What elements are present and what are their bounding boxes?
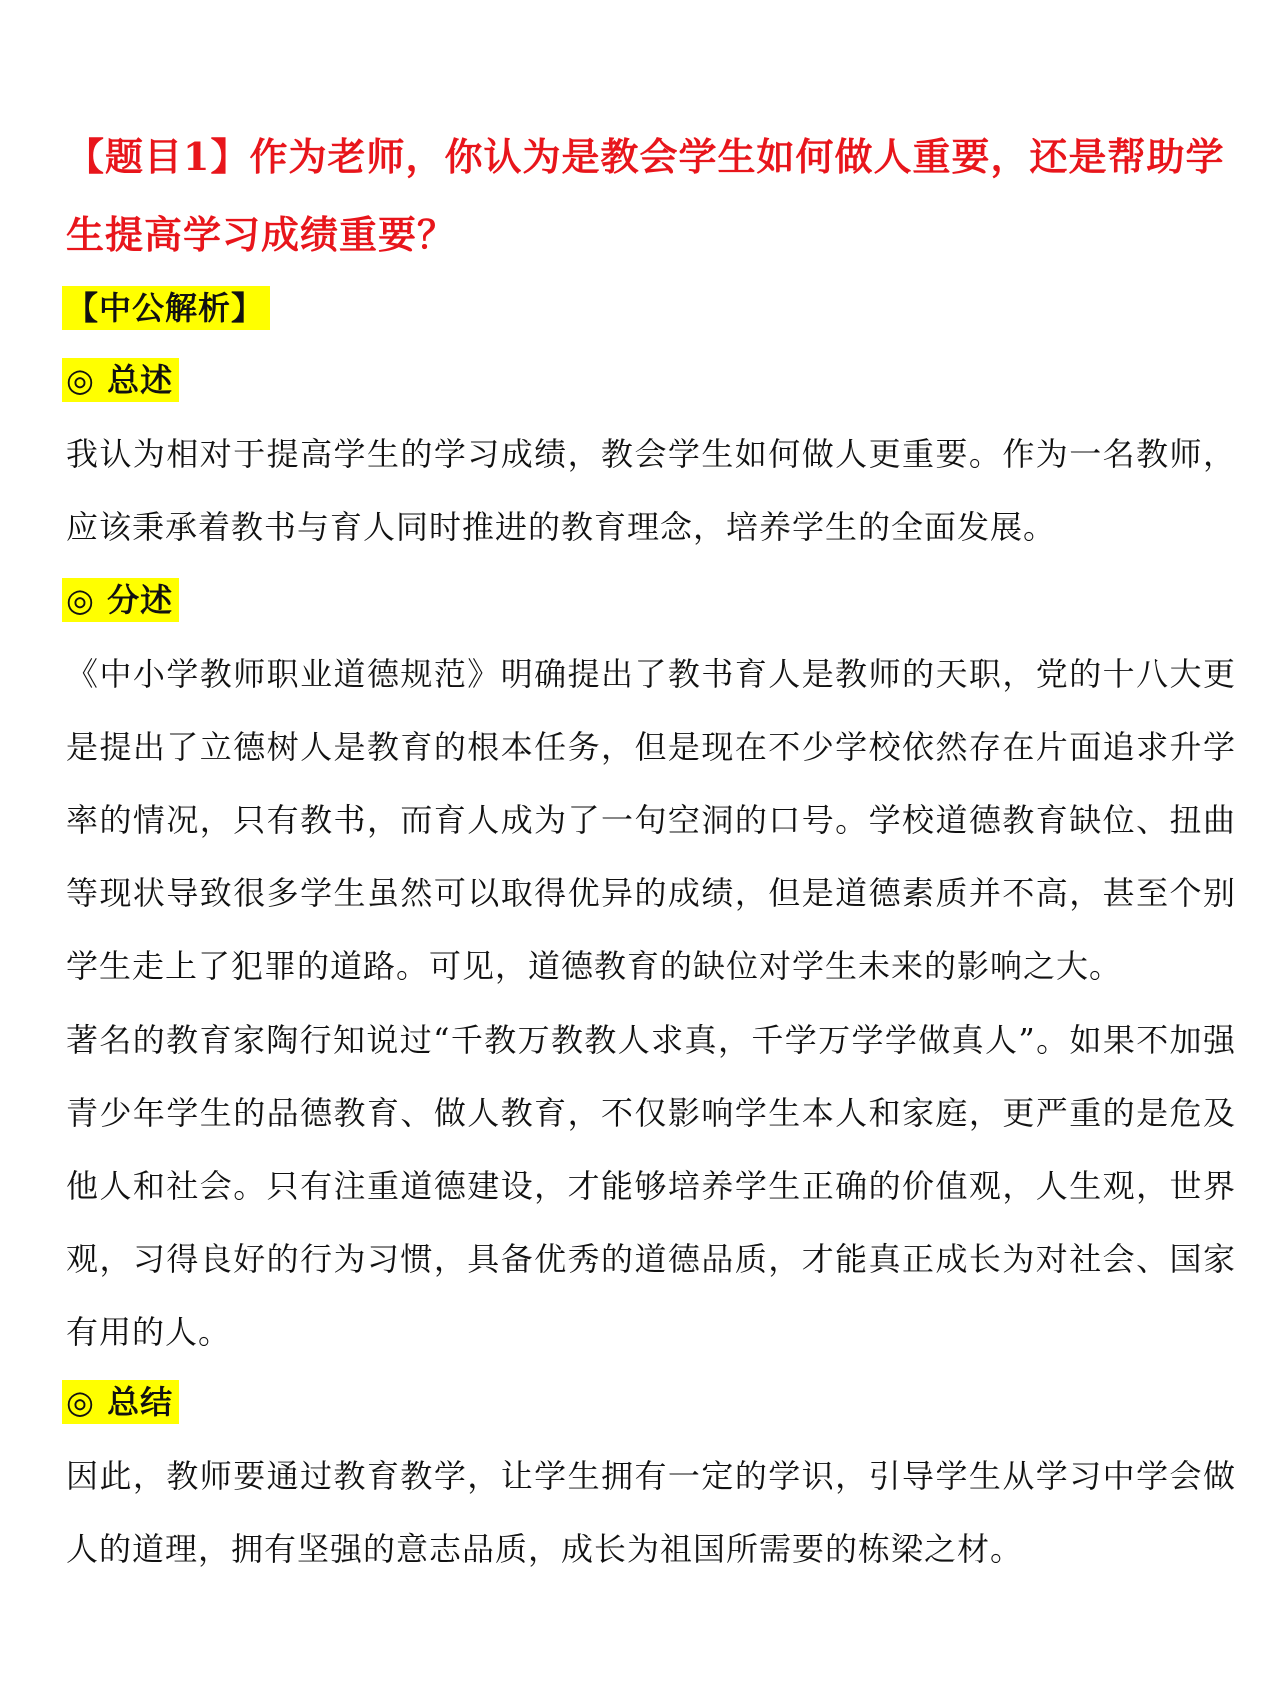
summary-paragraph: 因此，教师要通过教育教学，让学生拥有一定的学识，引导学生从学习中学会做人的道理，拥有坚强的意志品质，成长为祖国所需要的栋梁之材。	[66, 1457, 1236, 1568]
question-title: 【题目1】作为老师，你认为是教会学生如何做人重要，还是帮助学生提高学习成绩重要？	[66, 134, 1225, 257]
analysis-label: 【中公解析】	[62, 286, 270, 330]
summary-label: ◎ 总结	[62, 1380, 179, 1424]
details-label: ◎ 分述	[62, 578, 179, 622]
overview-paragraph: 我认为相对于提高学生的学习成绩，教会学生如何做人更重要。作为一名教师，应该秉承着教书与育人同时推进的教育理念，培养学生的全面发展。	[66, 435, 1236, 546]
details-paragraph-1: 《中小学教师职业道德规范》明确提出了教书育人是教师的天职，党的十八大更是提出了立德树人是教育的根本任务，但是现在不少学校依然存在片面追求升学率的情况，只有教书，而育人成为了一句空洞的口号。学校道德教育缺位、扭曲等现状导致很多学生虽然可以取得优异的成绩，但是道德素质并不高，甚至个别学生走上了犯罪的道路。可见，道德教育的缺位对学生未来的影响之大。	[66, 655, 1236, 985]
overview-label: ◎ 总述	[62, 358, 179, 402]
details-paragraph-2: 著名的教育家陶行知说过“千教万教教人求真，千学万学学做真人”。如果不加强青少年学生的品德教育、做人教育，不仅影响学生本人和家庭，更严重的是危及他人和社会。只有注重道德建设，才能够培养学生正确的价值观，人生观，世界观，习得良好的行为习惯，具备优秀的道德品质，才能真正成长为对社会、国家有用的人。	[66, 1021, 1236, 1351]
